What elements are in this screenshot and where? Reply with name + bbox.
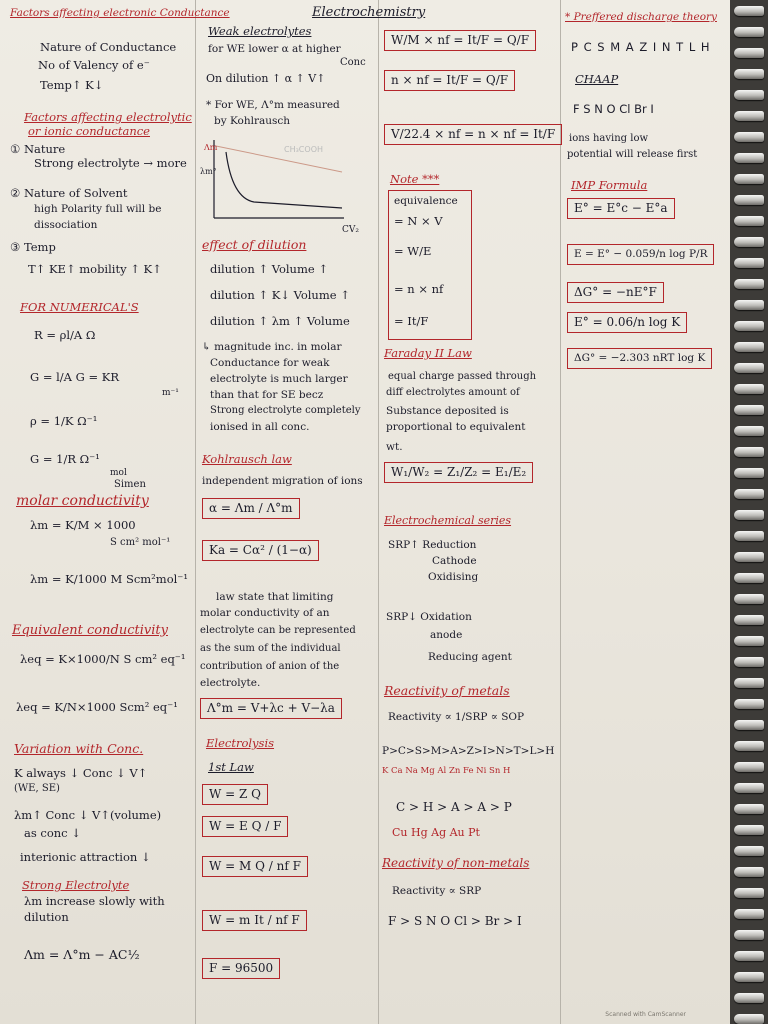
note-line: Substance deposited is (386, 405, 509, 417)
heading-equivalent-conductivity: Equivalent conductivity (12, 623, 168, 638)
note-line: ③ Temp (10, 240, 56, 254)
note-line: F > S N O Cl > Br > I (388, 914, 522, 928)
heading-reactivity-non-metals: Reactivity of non-metals (382, 856, 530, 870)
spiral-ring (734, 90, 764, 100)
heading-numericals: FOR NUMERICAL'S (20, 300, 139, 314)
note-line: for WE lower α at higher (208, 43, 341, 55)
formula-unit: m⁻¹ (162, 388, 179, 398)
note-line: electrolyte. (200, 677, 261, 689)
note-line: dilution ↑ λm ↑ Volume (210, 314, 350, 328)
spiral-ring (734, 783, 764, 793)
spiral-ring (734, 762, 764, 772)
spiral-ring (734, 111, 764, 121)
formula-box-ka: Ka = Cα² / (1−α) (202, 540, 319, 561)
spiral-ring (734, 699, 764, 709)
note-line: Strong electrolyte completely (210, 405, 361, 416)
graph-y-label-2: λm° (200, 167, 217, 176)
formula-unit: mol (110, 468, 127, 478)
formula-box-faraday-ratio: W₁/W₂ = Z₁/Z₂ = E₁/E₂ (384, 462, 533, 483)
spiral-ring (734, 48, 764, 58)
spiral-ring (734, 825, 764, 835)
spiral-ring (734, 216, 764, 226)
note-line: * For WE, Λ°m measured (206, 99, 340, 111)
heading-effect-of-dilution: effect of dilution (202, 237, 307, 252)
note-line: proportional to equivalent (386, 421, 526, 433)
formula-box-emf-logk: E° = 0.06/n log K (567, 312, 687, 333)
column-divider (195, 0, 196, 1024)
note-line: than that for SE becz (210, 389, 324, 401)
spiral-ring (734, 237, 764, 247)
formula-box-wzq: W = Z Q (202, 784, 268, 805)
formula-box-limiting-molar: Λ°m = V+λc + V−λa (200, 698, 342, 719)
formula-box-n-nf: n × nf = It/F = Q/F (384, 70, 515, 91)
note-line: dissociation (34, 219, 98, 231)
note-line: as the sum of the individual (200, 643, 341, 654)
note-line: ① Nature (10, 142, 66, 156)
spiral-ring (734, 741, 764, 751)
note-line: Strong electrolyte → more (34, 156, 187, 170)
note-line: by Kohlrausch (214, 115, 291, 127)
formula: λm = K/M × 1000 (30, 518, 136, 532)
spiral-ring (734, 993, 764, 1003)
formula: G = 1/R Ω⁻¹ (30, 452, 100, 466)
note-line: λm increase slowly with (24, 894, 165, 908)
heading-molar-conductivity: molar conductivity (16, 493, 149, 509)
note-line: P>C>S>M>A>Z>I>N>T>L>H (382, 745, 555, 757)
spiral-ring (734, 636, 764, 646)
spiral-ring (734, 573, 764, 583)
spiral-ring (734, 363, 764, 373)
note-line: ions having low (569, 133, 649, 144)
spiral-ring (734, 321, 764, 331)
spiral-ring (734, 930, 764, 940)
spiral-ring (734, 510, 764, 520)
formula-box-cell-emf: E° = E°c − E°a (567, 198, 675, 219)
graph-strong-line (216, 146, 342, 172)
note-line: Oxidising (428, 571, 479, 583)
spiral-binding (730, 0, 768, 1024)
note-line: wt. (386, 441, 403, 453)
heading-kohlrausch-law: Kohlrausch law (202, 452, 292, 466)
spiral-ring (734, 615, 764, 625)
note-line: SRP↓ Oxidation (386, 611, 472, 623)
heading-note: Note *** (390, 172, 440, 186)
heading-variation-with-conc: Variation with Conc. (14, 741, 144, 756)
note-line: anode (430, 629, 463, 641)
graph-y-label: Λm (204, 143, 218, 152)
note-line: Temp↑ K↓ (40, 78, 104, 92)
graph-curve-label: CH₃COOH (284, 145, 324, 154)
note-line: SRP↑ Reduction (388, 539, 477, 551)
formula-box-faraday-constant: F = 96500 (202, 958, 280, 979)
note-line: = W/E (394, 244, 432, 258)
spiral-ring (734, 174, 764, 184)
spiral-ring (734, 804, 764, 814)
spiral-ring (734, 909, 764, 919)
note-line: equal charge passed through (388, 371, 537, 382)
page-title: Electrochemistry (312, 5, 426, 20)
formula-box-wmitnf: W = m It / nf F (202, 910, 307, 931)
heading-electrochemical-series: Electrochemical series (384, 514, 512, 527)
note-line: dilution (24, 910, 69, 924)
note-line: λm↑ Conc ↓ V↑(volume) (14, 808, 162, 822)
note-line: molar conductivity of an (200, 607, 330, 619)
formula: λm = K/1000 M Scm²mol⁻¹ (30, 572, 188, 586)
formula: G = l/A G = KR (30, 370, 120, 384)
formula-box-gibbs-logk: ΔG° = −2.303 nRT log K (567, 348, 712, 369)
spiral-ring (734, 27, 764, 37)
spiral-ring (734, 531, 764, 541)
heading-weak-electrolytes: Weak electrolytes (208, 24, 312, 38)
formula: λeq = K/N×1000 Scm² eq⁻¹ (16, 700, 178, 714)
spiral-ring (734, 405, 764, 415)
spiral-ring (734, 300, 764, 310)
note-line: contribution of anion of the (200, 661, 340, 672)
note-line: K always ↓ Conc ↓ V↑ (14, 766, 148, 780)
note-line: = It/F (394, 314, 429, 328)
formula: R = ρl/A Ω (34, 328, 96, 342)
spiral-ring (734, 279, 764, 289)
spiral-ring (734, 951, 764, 961)
formula: Reactivity ∝ SRP (392, 885, 482, 897)
heading-electrolysis: Electrolysis (206, 736, 275, 750)
spiral-ring (734, 720, 764, 730)
note-line: dilution ↑ K↓ Volume ↑ (210, 288, 350, 302)
spiral-ring (734, 426, 764, 436)
spiral-ring (734, 678, 764, 688)
spiral-ring (734, 552, 764, 562)
formula-box-wmqnf: W = M Q / nf F (202, 856, 308, 877)
spiral-ring (734, 468, 764, 478)
note-line: T↑ KE↑ mobility ↑ K↑ (28, 262, 162, 276)
conductivity-dilution-graph (200, 138, 372, 235)
spiral-ring (734, 132, 764, 142)
note-line: electrolyte is much larger (210, 373, 348, 385)
note-line: Reducing agent (428, 651, 512, 663)
spiral-ring (734, 888, 764, 898)
note-line: electrolyte can be represented (200, 625, 356, 636)
graph-x-label: CV₂ (342, 225, 359, 235)
note-line: potential will release first (567, 149, 698, 160)
note-line: high Polarity full will be (34, 203, 162, 215)
note-line: diff electrolytes amount of (386, 387, 520, 398)
heading-imp-formula: IMP Formula (571, 178, 648, 192)
spiral-ring (734, 258, 764, 268)
spiral-ring (734, 972, 764, 982)
heading-electronic-conductance: Factors affecting electronic Conductance (10, 7, 230, 19)
formula-box-wm-nf: W/M × nf = It/F = Q/F (384, 30, 536, 51)
heading-faraday-second-law: Faraday II Law (384, 346, 472, 360)
spiral-ring (734, 594, 764, 604)
formula-unit: Simen (114, 479, 146, 490)
formula-box-alpha: α = Λm / Λ°m (202, 498, 300, 519)
spiral-ring (734, 447, 764, 457)
note-line: No of Valency of e⁻ (38, 58, 150, 72)
note-line: law state that limiting (216, 591, 334, 603)
note-line: Cathode (432, 555, 477, 567)
formula-box-weqf: W = E Q / F (202, 816, 288, 837)
note-line: = N × V (394, 214, 443, 228)
note-line: F S N O Cl Br I (573, 102, 654, 116)
formula: ρ = 1/K Ω⁻¹ (30, 414, 98, 428)
heading-reactivity-metals: Reactivity of metals (384, 683, 510, 698)
note-line: C > H > A > A > P (396, 800, 512, 814)
heading-electrolytic-conductance-2: or ionic conductance (28, 124, 150, 138)
note-line: Conductance for weak (210, 357, 330, 369)
spiral-ring (734, 489, 764, 499)
note-line: = n × nf (394, 282, 444, 296)
note-line: K Ca Na Mg Al Zn Fe Ni Sn H (382, 766, 511, 776)
note-line: ↳ magnitude inc. in molar (202, 341, 342, 353)
heading-first-law: 1st Law (208, 760, 254, 774)
note-line: interionic attraction ↓ (20, 850, 151, 864)
note-line: On dilution ↑ α ↑ V↑ (206, 72, 326, 85)
spiral-ring (734, 1014, 764, 1024)
spiral-ring (734, 342, 764, 352)
note-line: P C S M A Z I N T L H (571, 40, 711, 54)
note-line: (WE, SE) (14, 783, 60, 794)
spiral-ring (734, 384, 764, 394)
formula-box-nernst: E = E° − 0.059/n log P/R (567, 244, 714, 265)
formula-box-volume-nf: V/22.4 × nf = n × nf = It/F (384, 124, 562, 145)
spiral-ring (734, 153, 764, 163)
formula: Reactivity ∝ 1/SRP ∝ SOP (388, 711, 525, 723)
note-line: equivalence (394, 195, 458, 207)
note-line: independent migration of ions (202, 475, 363, 487)
heading-chaap: CHAAP (575, 72, 619, 86)
spiral-ring (734, 867, 764, 877)
spiral-ring (734, 195, 764, 205)
note-line: Cu Hg Ag Au Pt (392, 826, 480, 839)
formula-unit: S cm² mol⁻¹ (110, 537, 171, 548)
column-divider (378, 0, 379, 1024)
formula-box-gibbs: ΔG° = −nE°F (567, 282, 664, 303)
spiral-ring (734, 846, 764, 856)
formula: Λm = Λ°m − AC½ (24, 947, 140, 962)
column-divider (560, 0, 561, 1024)
note-line: ionised in all conc. (210, 421, 310, 433)
note-line: as conc ↓ (24, 826, 81, 840)
spiral-ring (734, 6, 764, 16)
note-line: dilution ↑ Volume ↑ (210, 262, 328, 276)
heading-electrolytic-conductance: Factors affecting electrolytic (24, 110, 192, 124)
heading-strong-electrolyte: Strong Electrolyte (22, 878, 130, 892)
note-line: Nature of Conductance (40, 40, 177, 54)
note-line: ② Nature of Solvent (10, 186, 128, 200)
note-line: Conc (340, 57, 366, 68)
formula: λeq = K×1000/N S cm² eq⁻¹ (20, 652, 186, 666)
scanner-watermark: Scanned with CamScanner (605, 1011, 686, 1018)
spiral-ring (734, 657, 764, 667)
spiral-ring (734, 69, 764, 79)
heading-preferred-discharge: * Preffered discharge theory (565, 11, 717, 23)
